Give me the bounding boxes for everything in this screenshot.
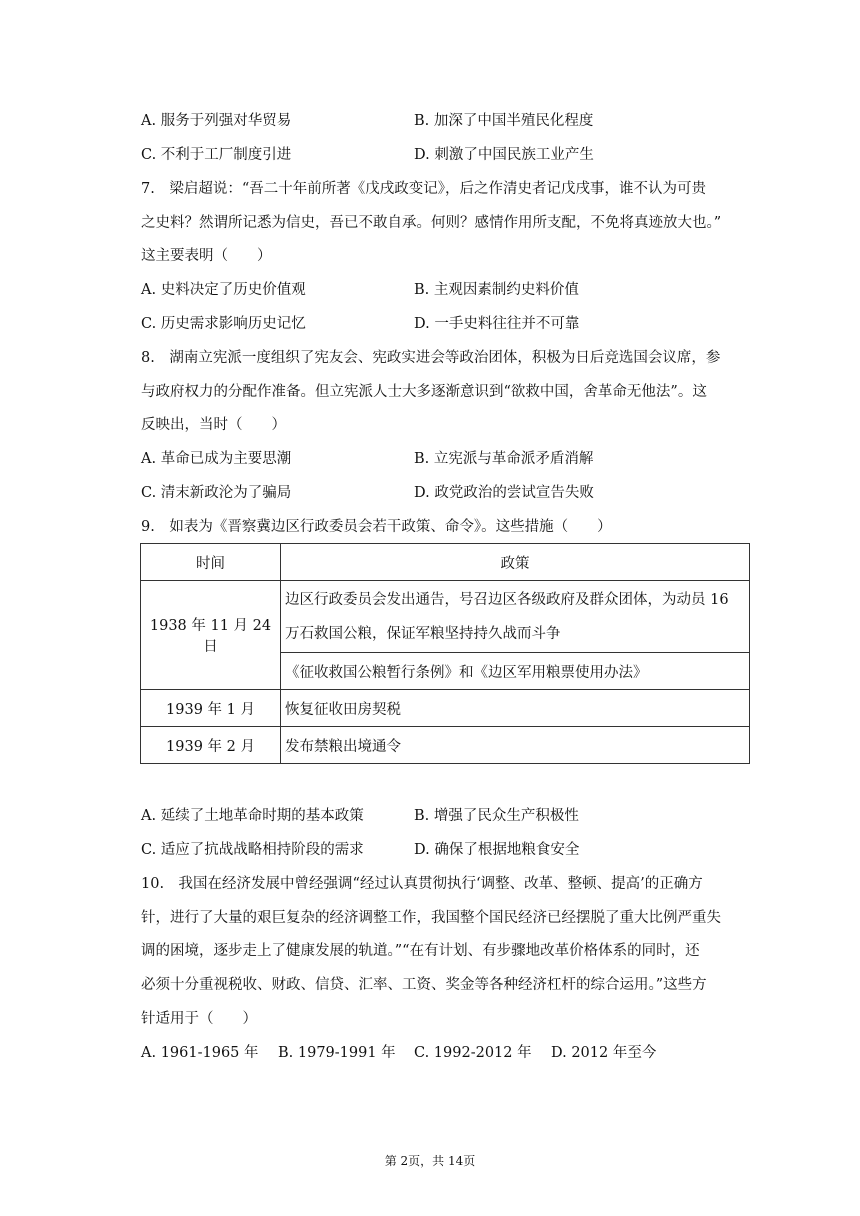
table-row (141, 690, 750, 727)
q9-stem: 9. 如表为《晋察冀边区行政委员会若干政策、命令》。这些措施（ ） (141, 519, 612, 535)
q8-option-d: D. 政党政治的尝试宣告失败 (414, 485, 594, 501)
table-cell-policy (281, 581, 750, 653)
policy-text-line: 万石救国公粮，保证军粮坚持持久战而斗争 (285, 625, 561, 642)
q10-stem-line2: 针，进行了大量的艰巨复杂的经济调整工作，我国整个国民经济已经摆脱了重大比例严重失 (141, 910, 721, 926)
table-header-policy: 政策 (281, 544, 750, 581)
q10-option-c: C. 1992-2012 年 (414, 1045, 532, 1061)
q6-option-c: C. 不利于工厂制度引进 (141, 147, 292, 163)
q8-stem-line1: 8. 湖南立宪派一度组织了宪友会、宪政实进会等政治团体，积极为日后竞选国会议席，参 (141, 350, 721, 366)
q8-option-c: C. 清末新政沦为了骗局 (141, 485, 292, 501)
q9-option-b: B. 增强了民众生产积极性 (414, 808, 579, 824)
q7-stem-line3: 这主要表明（ ） (141, 248, 272, 264)
page-footer: 第 2页，共 14页 (384, 1154, 476, 1168)
q10-option-b: B. 1979-1991 年 (278, 1045, 396, 1061)
table-row (141, 727, 750, 764)
table-cell-policy: 发布禁粮出境通令 (281, 727, 750, 764)
table-cell-policy: 《征收救国公粮暂行条例》和《边区军用粮票使用办法》 (281, 653, 750, 690)
table-header-time: 时间 (141, 544, 281, 581)
policy-text-line: 边区行政委员会发出通告，号召边区各级政府及群众团体，为动员 16 (285, 591, 729, 608)
q7-option-b: B. 主观因素制约史料价值 (414, 282, 579, 298)
q7-stem-line2: 之史料？然谓所记悉为信史，吾已不敢自承。何则？感情作用所支配，不免将真迹放大也。” (141, 215, 722, 231)
table-row (141, 581, 750, 653)
table-cell-time: 1939 年 2 月 (141, 727, 281, 764)
q8-stem-line2: 与政府权力的分配作准备。但立宪派人士大多逐渐意识到“欲救中国，舍革命无他法”。这 (141, 384, 707, 400)
q9-option-c: C. 适应了抗战战略相持阶段的需求 (141, 842, 364, 858)
q7-option-a: A. 史料决定了历史价值观 (141, 282, 306, 298)
q7-option-c: C. 历史需求影响历史记忆 (141, 316, 306, 332)
q9-option-a: A. 延续了土地革命时期的基本政策 (141, 808, 364, 824)
policy-table (140, 543, 750, 764)
q6-option-b: B. 加深了中国半殖民化程度 (414, 113, 594, 129)
q8-stem-line3: 反映出，当时（ ） (141, 417, 286, 433)
q10-option-a: A. 1961-1965 年 (141, 1045, 259, 1061)
q7-stem-line1: 7. 梁启超说：“吾二十年前所著《戊戌政变记》，后之作清史者记戊戌事，谁不认为可贵 (141, 181, 706, 197)
table-row (141, 544, 750, 581)
q10-stem-line1: 10. 我国在经济发展中曾经强调“经过认真贯彻执行‘调整、改革、整顿、提高’的正确方 (141, 876, 703, 892)
q8-option-a: A. 革命已成为主要思潮 (141, 451, 292, 467)
q9-option-d: D. 确保了根据地粮食安全 (414, 842, 580, 858)
table-cell-time: 1938 年 11 月 24 日 (141, 581, 281, 690)
q10-option-d: D. 2012 年至今 (551, 1045, 657, 1061)
q6-option-a: A. 服务于列强对华贸易 (141, 113, 292, 129)
q8-option-b: B. 立宪派与革命派矛盾消解 (414, 451, 594, 467)
q6-option-d: D. 刺激了中国民族工业产生 (414, 147, 594, 163)
table-cell-time: 1939 年 1 月 (141, 690, 281, 727)
q10-stem-line3: 调的困境，逐步走上了健康发展的轨道。”“在有计划、有步骤地改革价格体系的同时，还 (141, 943, 700, 959)
q10-stem-line4: 必须十分重视税收、财政、信贷、汇率、工资、奖金等各种经济杠杆的综合运用。”这些方 (141, 977, 707, 993)
table-cell-policy: 恢复征收田房契税 (281, 690, 750, 727)
q7-option-d: D. 一手史料往往并不可靠 (414, 316, 580, 332)
q10-stem-line5: 针适用于（ ） (141, 1011, 257, 1027)
